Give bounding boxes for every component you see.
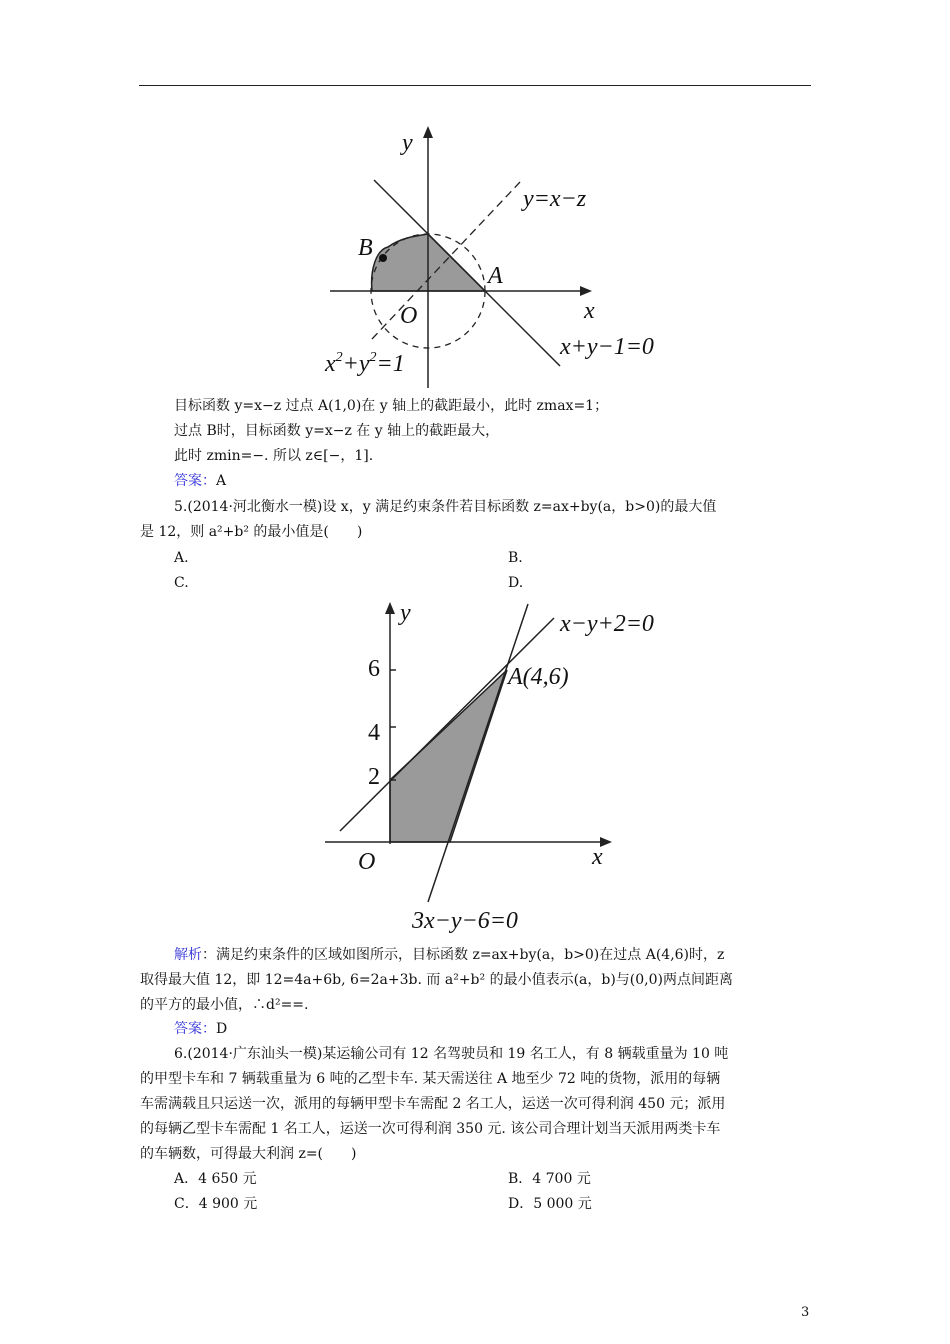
q5-option-c: C. xyxy=(174,575,189,591)
solution5-line2: 取得最大值 12，即 12=4a+6b, 6=2a+3b. 而 a²+b² 的最小值表示(a，b)与(0,0)两点间距离 xyxy=(140,972,733,988)
solution5-text1: ：满足约束条件的区域如图所示，目标函数 z=ax+by(a，b>0)在过点 A(4,6)时，z xyxy=(202,947,725,963)
circle-eq-eq: =1 xyxy=(376,351,405,377)
x-axis-arrow xyxy=(580,286,592,296)
q5-option-a: A. xyxy=(174,550,189,566)
solution4-line1: 目标函数 y=x−z 过点 A(1,0)在 y 轴上的截距最小，此时 zmax=1； xyxy=(174,398,609,414)
origin-label: O xyxy=(358,849,376,875)
figure-1-graph xyxy=(320,120,680,392)
solution5-line3: 的平方的最小值，∴d²==. xyxy=(140,997,309,1013)
answer5-value: D xyxy=(216,1021,228,1037)
figure-2-graph xyxy=(320,598,680,938)
answer4-value: A xyxy=(216,473,227,489)
q6-line3: 车需满载且只运送一次，派用的每辆甲型卡车需配 2 名工人，运送一次可得利润 450 元；派用 xyxy=(140,1096,726,1112)
q5-line2: 是 12，则 a²+b² 的最小值是( ) xyxy=(140,524,363,540)
q5-option-b: B. xyxy=(508,550,523,566)
q6-option-a: A．4 650 元 xyxy=(174,1171,257,1187)
feasible-region xyxy=(390,670,507,842)
q5-option-d: D. xyxy=(508,575,524,591)
origin-label: O xyxy=(400,303,418,329)
point-b-marker xyxy=(379,254,387,262)
answer4-label: 答案： xyxy=(174,473,216,489)
y-axis-arrow xyxy=(423,126,433,138)
q6-line1: 6.(2014·广东汕头一模)某运输公司有 12 名驾驶员和 19 名工人，有 8 辆载重量为 10 吨 xyxy=(174,1046,729,1062)
circle-eq-plus: +y xyxy=(342,351,370,377)
tick-label-6: 6 xyxy=(368,656,380,682)
q6-option-b: B．4 700 元 xyxy=(508,1171,591,1187)
solution4-line3: 此时 zmin=−. 所以 z∈[−，1]. xyxy=(174,448,374,464)
answer4 xyxy=(174,471,226,491)
q6-option-d: D．5 000 元 xyxy=(508,1196,592,1212)
q6-line5: 的车辆数，可得最大利润 z=( ) xyxy=(140,1146,357,1162)
solution4-line2: 过点 B时，目标函数 y=x−z 在 y 轴上的截距最大， xyxy=(174,423,500,439)
line1-label: x−y+2=0 xyxy=(560,611,654,637)
x-axis-label: x xyxy=(584,298,595,324)
circle-eq-sup1: 2 xyxy=(335,350,343,365)
header-rule xyxy=(139,85,811,86)
y-axis-label: y xyxy=(402,130,413,156)
q6-line2: 的甲型卡车和 7 辆载重量为 6 吨的乙型卡车. 某天需送往 A 地至少 72 吨的货物，派用的每辆 xyxy=(140,1071,721,1087)
q6-option-c: C．4 900 元 xyxy=(174,1196,258,1212)
boundary-line-label: x+y−1=0 xyxy=(560,334,654,360)
objective-line-label: y=x−z xyxy=(523,186,587,212)
tick-label-2: 2 xyxy=(368,764,380,790)
point-a-label: A xyxy=(488,263,503,289)
q5-line1: 5.(2014·河北衡水一模)设 x，y 满足约束条件若目标函数 z=ax+by(a，b>0)的最大值 xyxy=(174,499,717,515)
tick-label-4: 4 xyxy=(368,720,380,746)
point-a-label: A(4,6) xyxy=(508,664,569,690)
answer5 xyxy=(174,1019,227,1039)
q6-line4: 的每辆乙型卡车需配 1 名工人，运送一次可得利润 350 元. 该公司合理计划当天派用两类卡车 xyxy=(140,1121,721,1137)
circle-equation-label xyxy=(324,350,405,377)
y-axis-arrow xyxy=(385,602,395,614)
answer5-label: 答案： xyxy=(174,1021,216,1037)
solution5-label: 解析 xyxy=(174,947,202,963)
y-axis-label: y xyxy=(400,600,411,626)
circle-eq-sup2: 2 xyxy=(369,350,377,365)
line2-label: 3x−y−6=0 xyxy=(412,908,518,934)
x-axis-label: x xyxy=(592,844,603,870)
circle-eq-x: x xyxy=(325,351,336,377)
page-number: 3 xyxy=(801,1305,810,1320)
solution5-line1 xyxy=(174,945,724,965)
point-b-label: B xyxy=(358,235,373,261)
